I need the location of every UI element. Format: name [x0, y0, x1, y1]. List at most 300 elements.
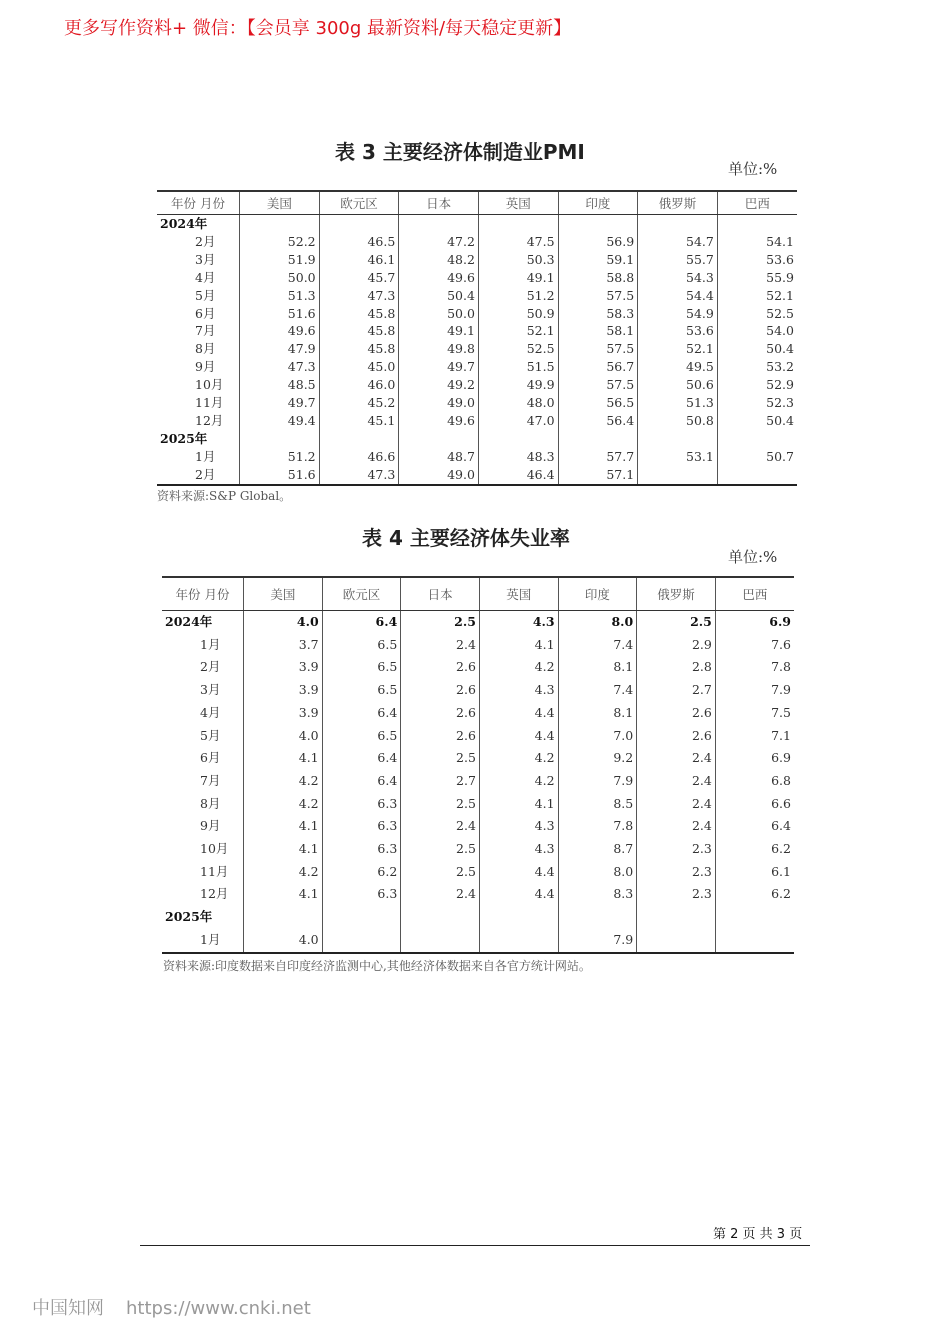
table-cell: 52.3 [717, 394, 797, 412]
table-cell: 48.3 [478, 448, 558, 466]
table-cell [638, 466, 718, 485]
table-cell: 2.7 [401, 770, 480, 793]
table-cell: 2.3 [637, 838, 716, 861]
table-cell: 49.4 [240, 412, 320, 430]
table-cell: 45.2 [319, 394, 399, 412]
table-cell [715, 906, 794, 929]
table-cell: 56.7 [558, 358, 638, 376]
table-cell: 4.4 [479, 883, 558, 906]
column-header: 年份 月份 [157, 191, 240, 215]
table-cell: 51.6 [240, 466, 320, 485]
table-cell: 3.9 [244, 679, 323, 702]
table-cell: 4.4 [479, 725, 558, 748]
row-label: 11月 [195, 395, 224, 411]
table-cell [399, 215, 479, 233]
table-cell: 6.4 [322, 770, 401, 793]
table-cell: 51.6 [240, 305, 320, 323]
table-cell [638, 215, 718, 233]
table-cell: 54.3 [638, 269, 718, 287]
table-cell [715, 929, 794, 953]
table-cell: 47.9 [240, 340, 320, 358]
table-cell: 2.4 [637, 770, 716, 793]
header-row [162, 577, 794, 611]
row-label: 1月 [200, 636, 221, 652]
table-cell: 50.4 [717, 412, 797, 430]
footer-divider [140, 1245, 810, 1246]
table-cell: 4.0 [244, 929, 323, 953]
table-cell: 4.2 [479, 656, 558, 679]
table-cell: 54.4 [638, 287, 718, 305]
table-cell: 58.1 [558, 322, 638, 340]
table-row [162, 861, 794, 884]
table-cell: 2.4 [401, 634, 480, 657]
table-cell [479, 929, 558, 953]
table-cell [240, 430, 320, 448]
table-row [162, 883, 794, 906]
row-label: 2月 [195, 233, 216, 249]
table-cell: 6.9 [715, 611, 794, 634]
table-cell [322, 906, 401, 929]
table-cell: 54.7 [638, 233, 718, 251]
table-row [162, 611, 794, 634]
table-cell: 46.6 [319, 448, 399, 466]
column-header: 年份 月份 [162, 577, 244, 611]
table-cell: 51.9 [240, 251, 320, 269]
table-row [162, 725, 794, 748]
table-row [157, 215, 797, 233]
table-cell: 7.5 [715, 702, 794, 725]
table-cell: 4.2 [244, 861, 323, 884]
table-cell: 2.5 [401, 838, 480, 861]
table-cell: 56.9 [558, 233, 638, 251]
row-label: 1月 [200, 931, 221, 947]
table-cell [401, 929, 480, 953]
table-row [162, 747, 794, 770]
table-row [162, 815, 794, 838]
table-cell: 50.9 [478, 305, 558, 323]
table-cell: 51.3 [240, 287, 320, 305]
table-cell: 4.3 [479, 611, 558, 634]
table-cell: 2.4 [401, 815, 480, 838]
table-cell: 49.2 [399, 376, 479, 394]
column-header: 美国 [244, 577, 323, 611]
table-cell: 4.4 [479, 861, 558, 884]
table-cell: 8.0 [558, 861, 637, 884]
table-row [162, 702, 794, 725]
table-cell: 46.0 [319, 376, 399, 394]
table-cell: 6.3 [322, 793, 401, 816]
column-header: 欧元区 [322, 577, 401, 611]
table-cell: 4.1 [244, 815, 323, 838]
row-label: 6月 [200, 750, 221, 766]
table-cell: 6.1 [715, 861, 794, 884]
page-number: 第 2 页 共 3 页 [713, 1227, 803, 1242]
table-cell: 46.5 [319, 233, 399, 251]
table-cell: 2.8 [637, 656, 716, 679]
table-cell: 7.4 [558, 679, 637, 702]
promo-banner: 更多写作资料+ 微信：【会员享 300g 最新资料/每天稳定更新】 [64, 18, 572, 39]
table-row [162, 906, 794, 929]
table-cell: 53.6 [638, 322, 718, 340]
row-label: 11月 [200, 863, 229, 879]
table-cell: 49.6 [399, 269, 479, 287]
column-header: 英国 [478, 191, 558, 215]
table-cell: 2.5 [401, 861, 480, 884]
row-label: 4月 [200, 704, 221, 720]
table-cell: 4.0 [244, 611, 323, 634]
table-cell: 49.1 [399, 322, 479, 340]
table-cell: 8.0 [558, 611, 637, 634]
table-cell: 7.6 [715, 634, 794, 657]
table-cell: 2.5 [637, 611, 716, 634]
table-cell: 7.0 [558, 725, 637, 748]
table-cell: 6.2 [715, 838, 794, 861]
table-cell: 57.1 [558, 466, 638, 485]
table-cell [319, 215, 399, 233]
table-cell: 2.4 [637, 793, 716, 816]
cnki-watermark [32, 1294, 311, 1320]
row-label: 2月 [195, 466, 216, 482]
table-cell: 6.6 [715, 793, 794, 816]
table-cell: 2.5 [401, 747, 480, 770]
table-row [157, 376, 797, 394]
table-row [162, 929, 794, 953]
row-label: 10月 [200, 841, 229, 857]
table-cell [558, 215, 638, 233]
table-cell: 49.5 [638, 358, 718, 376]
table-cell: 52.5 [478, 340, 558, 358]
table-cell: 52.1 [478, 322, 558, 340]
row-label: 3月 [195, 251, 216, 267]
table-cell: 2.6 [401, 725, 480, 748]
table-cell: 48.0 [478, 394, 558, 412]
table-cell: 4.2 [244, 770, 323, 793]
table-cell: 45.8 [319, 305, 399, 323]
table-cell: 54.9 [638, 305, 718, 323]
table-cell: 2.6 [401, 702, 480, 725]
row-label: 8月 [200, 795, 221, 811]
table-cell: 49.6 [399, 412, 479, 430]
table-cell: 45.1 [319, 412, 399, 430]
table-cell: 6.3 [322, 838, 401, 861]
table-cell: 45.8 [319, 340, 399, 358]
table-cell: 4.1 [244, 883, 323, 906]
table-cell: 45.7 [319, 269, 399, 287]
table-cell: 6.4 [715, 815, 794, 838]
table-cell: 53.2 [717, 358, 797, 376]
table4-title: 表 4 主要经济体失业率 [362, 526, 570, 550]
table-cell: 54.0 [717, 322, 797, 340]
table-row [157, 322, 797, 340]
table-cell: 57.5 [558, 376, 638, 394]
table-cell: 8.1 [558, 702, 637, 725]
table-cell: 47.5 [478, 233, 558, 251]
table-cell: 52.9 [717, 376, 797, 394]
table-cell: 2.3 [637, 883, 716, 906]
column-header: 巴西 [715, 577, 794, 611]
cnki-url: https://www.cnki.net [126, 1298, 311, 1319]
table-cell: 3.9 [244, 702, 323, 725]
table-cell: 8.5 [558, 793, 637, 816]
header-row [157, 191, 797, 215]
row-label: 5月 [200, 727, 221, 743]
table-cell: 4.3 [479, 815, 558, 838]
table-cell: 54.1 [717, 233, 797, 251]
table-cell: 50.4 [717, 340, 797, 358]
table-cell: 57.5 [558, 340, 638, 358]
table-cell: 7.9 [558, 929, 637, 953]
table-cell: 7.1 [715, 725, 794, 748]
table-cell: 49.1 [478, 269, 558, 287]
table-cell [717, 430, 797, 448]
table-cell: 8.3 [558, 883, 637, 906]
table-cell: 59.1 [558, 251, 638, 269]
column-header: 美国 [240, 191, 320, 215]
table-cell: 47.3 [319, 466, 399, 485]
table-cell: 7.8 [558, 815, 637, 838]
table-cell: 6.2 [322, 861, 401, 884]
table-cell: 2.6 [401, 656, 480, 679]
table-cell: 4.4 [479, 702, 558, 725]
row-label: 7月 [200, 772, 221, 788]
table-cell [401, 906, 480, 929]
table-cell: 50.4 [399, 287, 479, 305]
table-cell [717, 215, 797, 233]
table-cell: 48.5 [240, 376, 320, 394]
table-cell: 50.0 [399, 305, 479, 323]
table-cell: 2.5 [401, 611, 480, 634]
table-cell: 6.4 [322, 611, 401, 634]
table-cell: 49.9 [478, 376, 558, 394]
table-cell [240, 215, 320, 233]
row-label: 12月 [195, 412, 224, 428]
table-cell: 52.5 [717, 305, 797, 323]
table-cell: 6.4 [322, 702, 401, 725]
row-label: 10月 [195, 377, 224, 393]
row-label: 12月 [200, 886, 229, 902]
table-cell: 50.8 [638, 412, 718, 430]
table-cell: 7.4 [558, 634, 637, 657]
table-cell: 56.5 [558, 394, 638, 412]
row-label: 6月 [195, 305, 216, 321]
table-cell: 2.7 [637, 679, 716, 702]
table-cell: 49.0 [399, 394, 479, 412]
cnki-name: 中国知网 [32, 1298, 104, 1319]
table-row [157, 269, 797, 287]
table-row [162, 679, 794, 702]
row-label: 2025年 [160, 430, 208, 446]
table-cell: 9.2 [558, 747, 637, 770]
table-cell: 2.4 [401, 883, 480, 906]
table-cell: 58.3 [558, 305, 638, 323]
row-label: 2024年 [165, 614, 213, 629]
table-row [157, 287, 797, 305]
row-label: 2024年 [160, 216, 208, 231]
table-cell: 4.3 [479, 838, 558, 861]
table-cell: 49.0 [399, 466, 479, 485]
table-cell: 2.5 [401, 793, 480, 816]
table-cell: 57.7 [558, 448, 638, 466]
table-cell: 46.1 [319, 251, 399, 269]
row-label: 2月 [200, 659, 221, 675]
table-cell: 4.3 [479, 679, 558, 702]
table-row [157, 340, 797, 358]
table-cell: 6.5 [322, 679, 401, 702]
table-cell [478, 215, 558, 233]
row-label: 9月 [200, 818, 221, 834]
table-cell: 47.3 [319, 287, 399, 305]
table-row [157, 412, 797, 430]
column-header: 印度 [558, 577, 637, 611]
table-cell: 6.8 [715, 770, 794, 793]
table-cell: 4.1 [244, 747, 323, 770]
row-label: 1月 [195, 448, 216, 464]
row-label: 4月 [195, 269, 216, 285]
table-cell: 7.9 [558, 770, 637, 793]
table-cell: 51.3 [638, 394, 718, 412]
table-cell: 46.4 [478, 466, 558, 485]
column-header: 日本 [401, 577, 480, 611]
table4-source: 资料来源:印度数据来自印度经济监测中心,其他经济体数据来自各官方统计网站。 [163, 959, 591, 973]
table-cell: 45.0 [319, 358, 399, 376]
column-header: 日本 [399, 191, 479, 215]
table-cell: 2.4 [637, 815, 716, 838]
column-header: 印度 [558, 191, 638, 215]
row-label: 7月 [195, 323, 216, 339]
table-cell: 55.7 [638, 251, 718, 269]
row-label: 9月 [195, 359, 216, 375]
table-cell: 50.0 [240, 269, 320, 287]
table-cell: 48.7 [399, 448, 479, 466]
table-cell: 6.5 [322, 656, 401, 679]
table-cell: 47.0 [478, 412, 558, 430]
table-cell: 6.4 [322, 747, 401, 770]
table-cell [558, 430, 638, 448]
table-cell: 49.7 [240, 394, 320, 412]
table-row [157, 305, 797, 323]
table-cell: 45.8 [319, 322, 399, 340]
table-cell: 3.7 [244, 634, 323, 657]
pmi-table [157, 190, 797, 486]
table-row [157, 233, 797, 251]
table-cell: 2.6 [401, 679, 480, 702]
table-cell: 49.6 [240, 322, 320, 340]
table-row [157, 358, 797, 376]
table-cell [717, 466, 797, 485]
table-cell: 50.3 [478, 251, 558, 269]
table-cell: 3.9 [244, 656, 323, 679]
table-cell: 52.1 [717, 287, 797, 305]
column-header: 俄罗斯 [637, 577, 716, 611]
table-cell: 49.7 [399, 358, 479, 376]
table3-source: 资料来源:S&P Global。 [157, 489, 292, 503]
table-cell: 8.7 [558, 838, 637, 861]
table-cell: 4.2 [244, 793, 323, 816]
table-cell [244, 906, 323, 929]
table-cell: 2.9 [637, 634, 716, 657]
table-cell [558, 906, 637, 929]
table-cell [478, 430, 558, 448]
table-cell: 48.2 [399, 251, 479, 269]
table-cell: 4.2 [479, 770, 558, 793]
table3-title: 表 3 主要经济体制造业PMI [335, 140, 585, 164]
table-cell: 49.8 [399, 340, 479, 358]
table-cell [479, 906, 558, 929]
table-row [162, 634, 794, 657]
row-label: 5月 [195, 287, 216, 303]
table-cell: 51.5 [478, 358, 558, 376]
table-cell: 56.4 [558, 412, 638, 430]
table-cell: 4.1 [479, 793, 558, 816]
column-header: 欧元区 [319, 191, 399, 215]
table-cell: 6.5 [322, 725, 401, 748]
table-cell: 6.2 [715, 883, 794, 906]
table-cell: 47.2 [399, 233, 479, 251]
table-cell: 53.6 [717, 251, 797, 269]
table-cell: 8.1 [558, 656, 637, 679]
table-cell: 57.5 [558, 287, 638, 305]
table-cell: 4.1 [479, 634, 558, 657]
row-label: 3月 [200, 682, 221, 698]
table-cell: 4.0 [244, 725, 323, 748]
row-label: 8月 [195, 341, 216, 357]
table-cell: 50.6 [638, 376, 718, 394]
table-cell: 6.5 [322, 634, 401, 657]
table-cell: 7.9 [715, 679, 794, 702]
table-cell: 2.6 [637, 725, 716, 748]
table-cell: 7.8 [715, 656, 794, 679]
table-cell: 50.7 [717, 448, 797, 466]
table-cell: 58.8 [558, 269, 638, 287]
table3-unit: 单位:% [728, 160, 778, 178]
table-cell [637, 929, 716, 953]
column-header: 巴西 [717, 191, 797, 215]
table-cell: 53.1 [638, 448, 718, 466]
table-row [157, 251, 797, 269]
column-header: 英国 [479, 577, 558, 611]
table-row [157, 466, 797, 485]
table-cell: 4.1 [244, 838, 323, 861]
table-cell: 6.3 [322, 883, 401, 906]
table-cell: 51.2 [240, 448, 320, 466]
table-cell [638, 430, 718, 448]
table-cell: 2.3 [637, 861, 716, 884]
table-cell: 47.3 [240, 358, 320, 376]
table-cell [399, 430, 479, 448]
table-cell: 2.6 [637, 702, 716, 725]
unemployment-table [162, 576, 794, 954]
table-cell: 6.3 [322, 815, 401, 838]
row-label: 2025年 [165, 909, 213, 925]
column-header: 俄罗斯 [638, 191, 718, 215]
table-cell: 51.2 [478, 287, 558, 305]
table-row [162, 838, 794, 861]
table-cell: 4.2 [479, 747, 558, 770]
table4-unit: 单位:% [728, 548, 778, 566]
table-row [162, 770, 794, 793]
table-cell: 2.4 [637, 747, 716, 770]
table-row [157, 448, 797, 466]
table-cell: 52.1 [638, 340, 718, 358]
table-row [162, 793, 794, 816]
table-row [157, 430, 797, 448]
table-cell: 55.9 [717, 269, 797, 287]
table-cell: 52.2 [240, 233, 320, 251]
table-cell: 6.9 [715, 747, 794, 770]
table-cell [319, 430, 399, 448]
table-cell [322, 929, 401, 953]
table-cell [637, 906, 716, 929]
